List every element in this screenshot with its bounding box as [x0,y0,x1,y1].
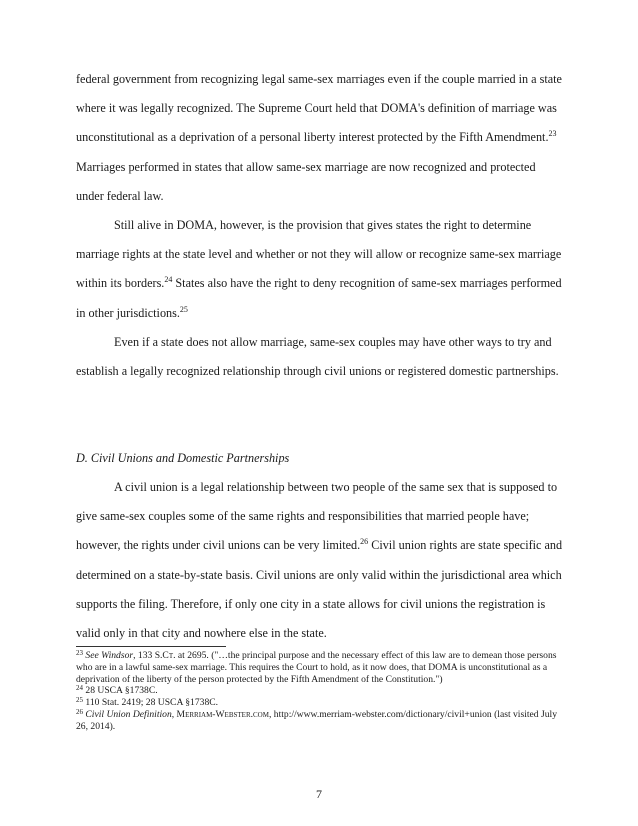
paragraph-text: States also have the right to deny recognition of same-sex marriages performed in other jurisdictions. [76,276,562,320]
paragraph-other-ways: Even if a state does not allow marriage, same-sex couples may have other ways to try and establish a legally recognized relationship through civil unions or registered domestic partnerships. [76,335,559,379]
footnote-26: $^{26}$ Civil Union Definition, Merriam-Webster.com, http://www.merriam-webster.com/dictionary/civil+union (last visited July 26, 2014). [76,707,557,732]
footnote-24 [76,685,566,697]
footnote-ref-23[interactable]: 23 [548,129,557,139]
footnote-title: Civil Union Definition [85,708,172,720]
paragraph-doma-ruling [76,65,566,211]
paragraph-text: federal government from recognizing legal same-sex marriages even if the couple married in a state where it was legally recognized. The Supreme Court held that DOMA's definition of marriage was unconstitutional as a deprivation of a personal liberty interest protected by the Fifth Amendment. [76,72,562,145]
footnote-23 [76,650,566,685]
footnote-text: , 133 S.C [133,650,169,661]
footnote-case-name: See Windsor [85,650,134,661]
footnote-number: 24 [76,684,83,693]
paragraph-text: Marriages performed in states that allow same-sex marriage are now recognized and protected under federal law. [76,159,536,203]
page-number: 7 [316,787,322,801]
footnote-ref-24[interactable]: 24 [164,275,173,285]
paragraph-state-rights [76,211,566,328]
footnote-text: t [168,650,174,661]
footnote-number: 26 [76,707,83,716]
footnote-text: 28 USCA §1738C. [83,685,158,697]
footnote-text: 110 Stat. 2419; 28 USCA §1738C. [83,697,219,709]
paragraph-text: Civil union rights are state specific and determined on a state-by-state basis. Civil unions are only valid within the jurisdictional area which supports the filing. Therefore, if only one city in a state allows for civil unions the registration is valid only in that city and nowhere else in the state. [76,538,563,641]
paragraph-civil-union [76,473,566,648]
footnote-source: Merriam-Webster.com [176,708,269,720]
footnote-text: . at 2695. ("…the principal purpose and the necessary effect of this law are to demean those persons who are in a lawful same-sex marriage. This requires the Court to hold, as it now does, that DOMA is unconstitutional as a deprivation of the liberty of the person protected by the Fifth Amendment of the Constitution.") [76,650,557,685]
footnote-number: 23 [76,649,83,657]
paragraph-text: A civil union is a legal relationship between two people of the same sex that is supposed to give same-sex couples some of the same rights and responsibilities that married people have; however, the rights under civil unions can be very limited. [76,480,558,553]
footnote-link[interactable]: , http://www.merriam-webster.com/dictionary/civil+union (last visited July 26, 2014). [76,708,557,732]
footnote-ref-26[interactable]: 26 [360,537,369,547]
footnote-number: 25 [76,696,83,705]
paragraph-text: Still alive in DOMA, however, is the provision that gives states the right to determine marriage rights at the state level and whether or not they will allow or recognize same-sex marriage within its borders. [76,218,562,291]
footnote-divider [76,646,226,647]
section-heading: D. Civil Unions and Domestic Partnerships [76,451,290,465]
footnote-25 [76,697,566,709]
footnotes-section [76,650,566,733]
footnote-ref-25[interactable]: 25 [179,304,188,314]
